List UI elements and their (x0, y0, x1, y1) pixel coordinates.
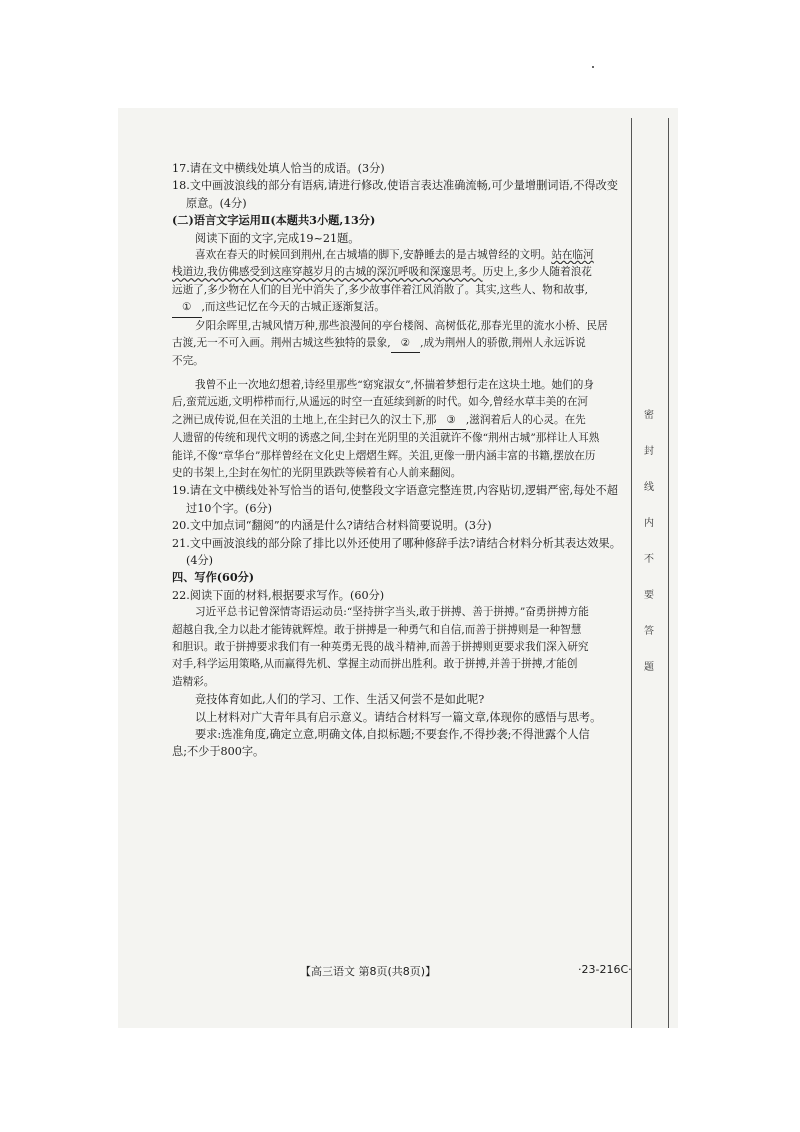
seal-char: 内 (644, 518, 654, 529)
passage-p3-l1: 我曾不止一次地幻想着,诗经里那些“窈窕淑女”,怀揣着梦想行走在这块土地。她们的身 (195, 378, 594, 391)
text: ,成为荆州人的骄傲,荆州人永远诉说 (420, 337, 586, 350)
seal-line-right (668, 118, 670, 1028)
passage-p2-l1: 夕阳余晖里,古城风情万种,那些浪漫间的亭台楼阁、高树低花,那春光里的流水小桥、民居 (195, 319, 608, 332)
exam-code: ·23-216C· (578, 963, 632, 976)
question-19-line2: 过10个字。(6分) (186, 501, 273, 515)
passage-p1-l1 (172, 247, 622, 264)
exam-content (172, 160, 622, 761)
seal-char: 答 (644, 626, 654, 637)
seal-char: 线 (644, 482, 654, 493)
seal-char: 要 (644, 590, 654, 601)
seal-char: 封 (644, 446, 654, 457)
wavy-text: 站在临河 (551, 249, 594, 262)
material-l5: 造精彩。 (172, 675, 215, 688)
passage-p1-l4 (172, 299, 622, 317)
material-l3: 和胆识。敢于拼搏要求我们有一种英勇无畏的战斗精神,而善于拼搏则更要求我们深入研究 (172, 640, 589, 653)
passage-p2-l3: 不完。 (172, 355, 204, 368)
reading-instruction: 阅读下面的文字,完成19~21题。 (195, 231, 360, 245)
seal-line-text (640, 408, 658, 696)
seal-char: 密 (644, 410, 654, 421)
followup-text: 竞技体育如此,人们的学习、工作、生活又何尝不是如此呢? (195, 693, 485, 707)
material-l4: 对手,科学运用策略,从而赢得先机、掌握主动而拼出胜利。敢于拼搏,并善于拼搏,才能创 (172, 658, 578, 671)
section-2-heading: (二)语言文字运用Ⅱ(本题共3小题,13分) (172, 213, 376, 228)
question-22: 22.阅读下面的材料,根据要求写作。(60分) (172, 588, 385, 602)
seal-char: 题 (644, 662, 654, 673)
question-17: 17.请在文中横线处填人恰当的成语。(3分) (172, 162, 385, 175)
text: 之洲已成传说,但在关沮的土地上,在尘封已久的汉土下,那 (172, 413, 437, 426)
passage-p3-l6: 史的书架上,尘封在匆忙的光阴里跌跌等候着有心人前来翻阅。 (172, 466, 462, 479)
question-20: 20.文中加点词“翻阅”的内涵是什么?请结合材料简要说明。(3分) (172, 519, 492, 533)
task-text: 以上材料对广大青年具有启示意义。请结合材料写一篇文章,体现你的感悟与思考。 (195, 710, 602, 724)
section-4-heading: 四、写作(60分) (172, 570, 255, 585)
text: 历史上,多少人随着浪花 (482, 266, 592, 279)
seal-char: 不 (644, 554, 654, 565)
blank-3: ③ (436, 412, 466, 430)
passage-p3-l3 (172, 412, 622, 430)
question-18-line1: 18.文中画波浪线的部分有语病,请进行修改,使语言表达准确流畅,可少量增删词语,不得改变 (172, 179, 618, 193)
passage-p1-l3: 远逝了,多少物在人们的目光中消失了,多少故事伴着江风消散了。其实,这些人、物和故事, (172, 283, 589, 296)
seal-line-left (631, 118, 633, 1028)
question-19-line1: 19.请在文中横线处补写恰当的语句,使整段文字语意完整连贯,内容贴切,逻辑严密,每处不超 (172, 484, 618, 498)
material-l1: 习近平总书记曾深情寄语运动员:“坚持拼字当头,敢于拼搏、善于拼搏。”奋勇拼搏方能 (195, 606, 589, 619)
requirements-line1: 要求:选准角度,确定立意,明确文体,自拟标题;不要套作,不得抄袭;不得泄露个人信 (195, 728, 590, 741)
blank-2: ② (391, 335, 421, 353)
material-l2: 超越自我,全力以赴才能铸就辉煌。敢于拼搏是一种勇气和自信,而善于拼搏则是一种智慧 (172, 623, 582, 636)
page-footer: 【高三语文 第8页(共8页)】 (300, 965, 437, 978)
passage-p2-l2 (172, 335, 622, 353)
question-21-line2: (4分) (186, 553, 214, 567)
passage-p1-l2 (172, 264, 622, 281)
scan-speck (592, 66, 594, 68)
passage-p3-l2: 后,蛮荒远逝,文明栉栉而行,从遥远的时空一直延续到新的时代。如今,曾经水草丰美的在河 (172, 396, 589, 409)
passage-p3-l4: 人遗留的传统和现代文明的诱惑之间,尘封在光阴里的关沮就许不像“荆州古城”那样让人耳熟 (172, 432, 600, 445)
text: ,而这些记忆在今天的古城正逐渐复活。 (201, 301, 385, 314)
text: 喜欢在春天的时候回到荆州,在古城墙的脚下,安静睡去的是古城曾经的文明。 (195, 249, 552, 262)
question-18-line2: 原意。(4分) (186, 196, 247, 210)
requirements-line2: 息;不少于800字。 (172, 745, 265, 759)
text: ,滋润着后人的心灵。在先 (465, 413, 586, 426)
question-21-line1: 21.文中画波浪线的部分除了排比以外还使用了哪种修辞手法?请结合材料分析其表达效果。 (172, 536, 621, 550)
text: 古渡,无一不可入画。荆州古城这些独特的景象, (172, 337, 391, 350)
wavy-text: 栈道边,我仿佛感受到这座穿越岁月的古城的深沉呼吸和深邃思考。 (172, 266, 483, 279)
blank-1: ① (172, 299, 202, 317)
passage-p3-l5: 能详,不像“章华台”那样曾经在文化史上熠熠生辉。关沮,更像一册内涵丰富的书籍,摆放在历 (172, 449, 596, 462)
